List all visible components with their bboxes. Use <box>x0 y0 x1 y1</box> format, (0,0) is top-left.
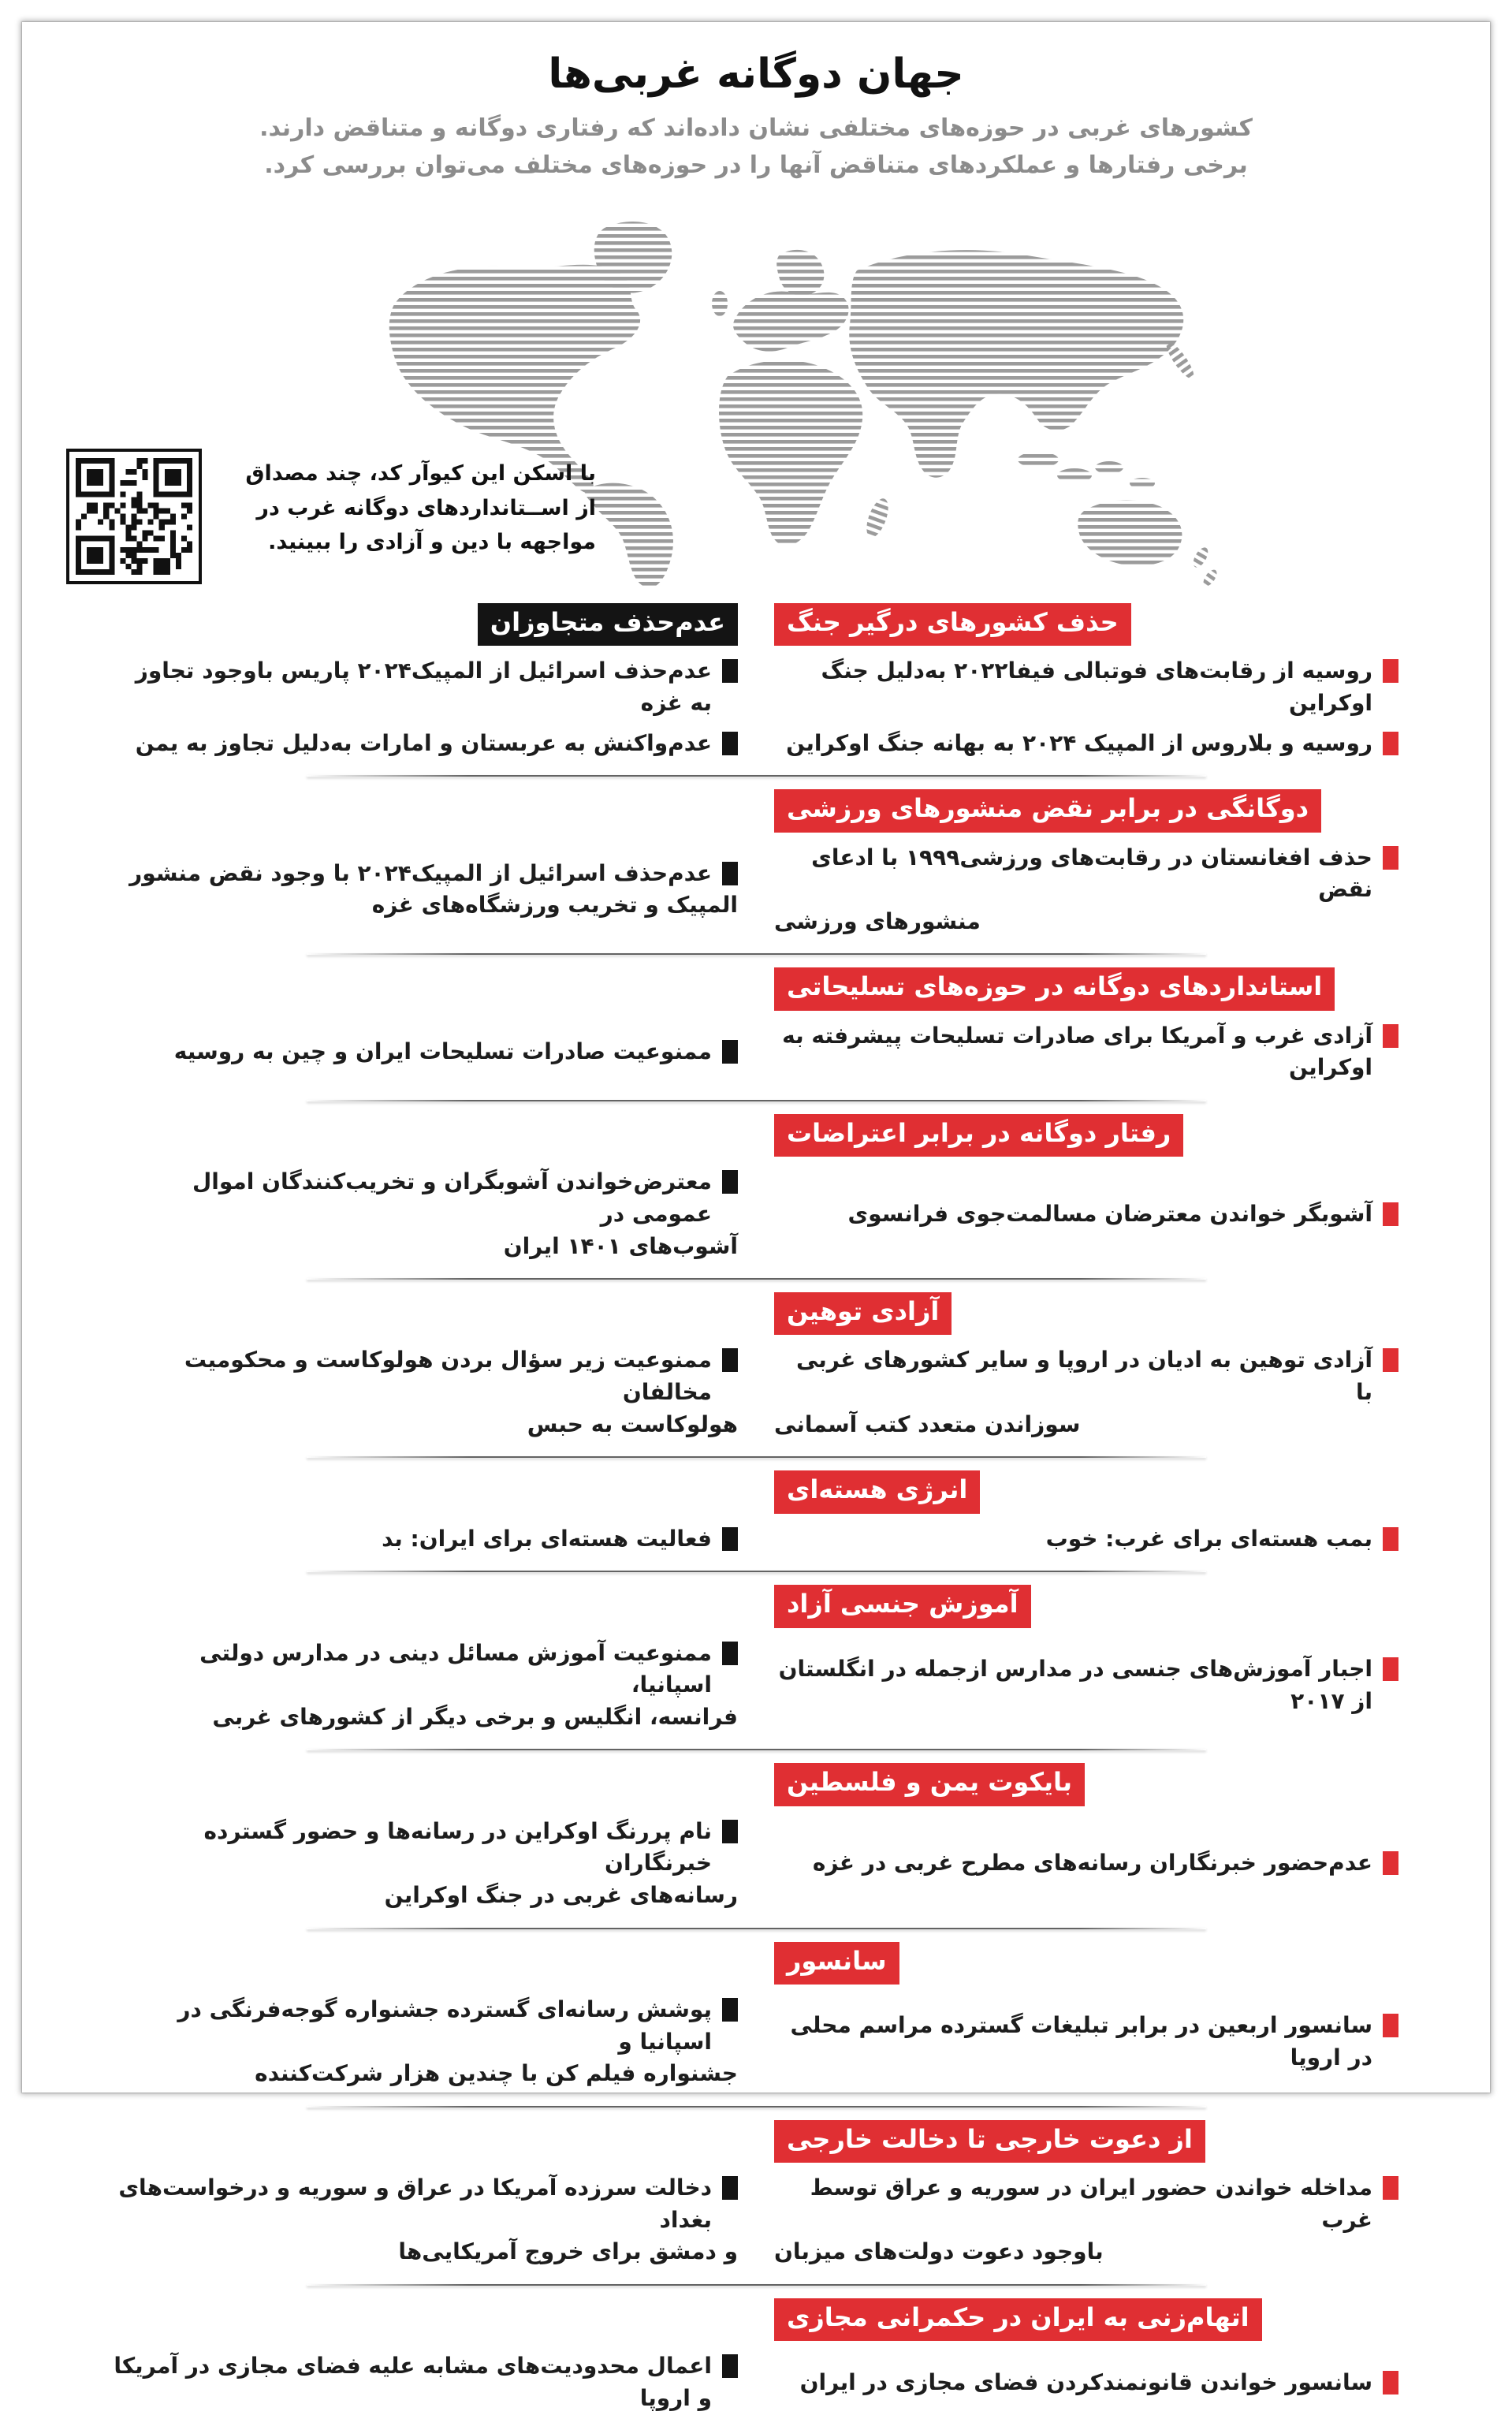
section-right-bullets <box>774 2367 1398 2399</box>
section-left-header-row <box>114 1763 738 1806</box>
bullet-square-icon <box>1383 846 1398 870</box>
section-header-black: عدم‌حذف متجاوزان <box>478 603 738 646</box>
bullet-square-icon <box>1383 1657 1398 1681</box>
qr-code <box>66 449 202 584</box>
map-island-1 <box>1018 452 1059 468</box>
section-right-header-row <box>774 789 1398 832</box>
bullet-square-icon <box>722 659 738 683</box>
section-right-header-row <box>774 967 1398 1010</box>
section-header-red: سانسور <box>774 1942 899 1985</box>
section-header-red: رفتار دوگانه در برابر اعتراضات <box>774 1114 1183 1157</box>
section-right-bullets <box>774 655 1398 759</box>
bullet-text: آزادی غرب و آمریکا برای صادرات تسلیحات پیشرفته به اوکراین <box>782 1022 1372 1081</box>
section-left-bullets <box>114 1994 738 2090</box>
section-right-header-row <box>774 1942 1398 1985</box>
bullet-item <box>114 858 738 922</box>
bullet-text: ممنوعیت زیر سؤال بردن هولوکاست و محکومیت مخالفان <box>184 1347 712 1406</box>
section-right-header-row <box>774 1763 1398 1806</box>
section-header-red: حذف کشورهای درگیر جنگ <box>774 603 1131 646</box>
map-japan <box>1162 338 1197 382</box>
section-right-bullets <box>774 842 1398 938</box>
bullet-square-icon <box>722 1998 738 2022</box>
bullet-item <box>774 2010 1398 2074</box>
section-left-bullets <box>114 2350 738 2414</box>
bullet-square-icon <box>722 1040 738 1064</box>
section-left-header-row <box>114 1114 738 1157</box>
bullet-item <box>114 1638 738 1734</box>
bullet-item <box>114 1816 738 1912</box>
section-header-red: انرژی هسته‌ای <box>774 1470 980 1513</box>
section-left-bullets <box>114 1523 738 1556</box>
section-divider <box>307 1928 1206 1929</box>
bullet-square-icon <box>1383 732 1398 755</box>
section-header-red: بایکوت یمن و فلسطین <box>774 1763 1085 1806</box>
infographic-page <box>22 22 1490 2411</box>
bullet-item <box>774 1847 1398 1880</box>
section-left-bullets <box>114 1638 738 1734</box>
bullet-item <box>774 2367 1398 2399</box>
bullet-item <box>774 1653 1398 1717</box>
bullet-item <box>114 2172 738 2268</box>
bullet-text: ممنوعیت آموزش مسائل دینی در مدارس دولتی اسپانیا، <box>199 1639 712 1698</box>
bullet-item <box>774 1344 1398 1440</box>
bullet-text: ممنوعیت صادرات تسلیحات ایران و چین به روسیه <box>173 1038 712 1065</box>
bullet-item <box>114 1344 738 1440</box>
bullet-text: اجبار آموزش‌های جنسی در مدارس ازجمله در انگلستان از ۲۰۱۷ <box>778 1655 1372 1714</box>
bullet-item <box>114 655 738 719</box>
bullet-square-icon <box>722 862 738 885</box>
bullet-text-continued: فرانسه، انگلیس و برخی دیگر از کشورهای غربی <box>212 1703 738 1730</box>
bullet-text: روسیه و بلاروس از المپیک ۲۰۲۴ به بهانه جنگ اوکراین <box>786 729 1372 756</box>
section-right-bullets <box>774 1653 1398 1717</box>
bullet-text-continued: هولوکاست به حبس <box>527 1411 738 1437</box>
bullet-item <box>774 2172 1398 2268</box>
bullet-text: اعمال محدودیت‌های مشابه علیه فضای مجازی در آمریکا و اروپا <box>114 2353 712 2411</box>
bullet-text: نام پررنگ اوکراین در رسانه‌ها و حضور گسترده خبرنگاران <box>203 1817 712 1876</box>
map-south-america <box>585 483 673 588</box>
section-right-bullets <box>774 1523 1398 1556</box>
bullet-item <box>114 2350 738 2414</box>
section-right-header-row <box>774 2298 1398 2341</box>
bullet-square-icon <box>1383 2371 1398 2395</box>
section-header-red: اتهام‌زنی به ایران در حکمرانی مجازی <box>774 2298 1262 2341</box>
bullet-text: پوشش رسانه‌ای گسترده جشنواره گوجه‌فرنگی در اسپانیا و <box>177 1996 712 2055</box>
qr-code-pattern <box>76 458 192 575</box>
section <box>114 603 1398 789</box>
bullet-square-icon <box>1383 1527 1398 1551</box>
bullet-item <box>774 1020 1398 1084</box>
map-new-zealand-1 <box>1190 545 1211 569</box>
bullet-square-icon <box>1383 1851 1398 1875</box>
section <box>114 2298 1398 2415</box>
bullet-text: دخالت سرزده آمریکا در عراق و سوریه و درخواست‌های بغداد <box>118 2175 712 2233</box>
bullet-square-icon <box>1383 1348 1398 1372</box>
bullet-square-icon <box>722 1820 738 1843</box>
section-left-bullets <box>114 858 738 922</box>
bullet-item <box>774 728 1398 760</box>
qr-caption-line-1: با اسکن این کیوآر کد، چند مصداق <box>245 461 596 486</box>
bullet-square-icon <box>1383 659 1398 683</box>
section-right-header-row <box>774 1114 1398 1157</box>
bullet-text-continued: باوجود دعوت دولت‌های میزبان <box>774 2238 1104 2265</box>
hero-area <box>22 206 1490 600</box>
section-header-red: استانداردهای دوگانه در حوزه‌های تسلیحاتی <box>774 967 1335 1010</box>
bullet-text-continued: سوزاندن متعدد کتب آسمانی <box>774 1411 1081 1437</box>
bullet-item <box>774 842 1398 938</box>
bullet-text-continued: جشنواره فیلم کن با چندین هزار شرکت‌کننده <box>255 2060 738 2087</box>
section-left-header-row <box>114 1585 738 1627</box>
bullet-item <box>774 655 1398 719</box>
section <box>114 1585 1398 1763</box>
qr-caption-line-3: مواجهه با دین و آزادی را ببینید. <box>268 530 596 555</box>
map-africa <box>719 360 862 546</box>
section-divider <box>307 1749 1206 1750</box>
bullet-text: روسیه از رقابت‌های فوتبالی فیفا۲۰۲۲ به‌دلیل جنگ اوکراین <box>821 658 1372 716</box>
section-left-header-row <box>114 2120 738 2163</box>
section-left-bullets <box>114 2172 738 2268</box>
bullet-square-icon <box>722 2176 738 2200</box>
bullet-square-icon <box>1383 1202 1398 1226</box>
section-header-red: از دعوت خارجی تا دخالت خارجی <box>774 2120 1205 2163</box>
bullet-text-continued: و دمشق برای خروج آمریکایی‌ها <box>398 2238 738 2265</box>
bullet-square-icon <box>722 1527 738 1551</box>
bullet-text-continued: المپیک و تخریب ورزشگاه‌های غزه <box>371 892 738 919</box>
section <box>114 2120 1398 2298</box>
map-island-3 <box>1095 461 1123 474</box>
section <box>114 1942 1398 2120</box>
bullet-square-icon <box>1383 2014 1398 2037</box>
map-scandinavia <box>776 250 824 296</box>
bullet-text: عدم‌حضور خبرنگاران رسانه‌های مطرح غربی در غزه <box>812 1850 1372 1876</box>
section-right-header-row <box>774 1585 1398 1627</box>
section <box>114 1763 1398 1941</box>
map-new-zealand-2 <box>1201 568 1220 589</box>
bullet-text: مداخله خواندن حضور ایران در سوریه و عراق توسط غرب <box>810 2175 1372 2233</box>
section-right-bullets <box>774 1344 1398 1440</box>
section-header-red: آموزش جنسی آزاد <box>774 1585 1031 1627</box>
section <box>114 789 1398 967</box>
section <box>114 1292 1398 1470</box>
bullet-text: معترض‌خواندن آشوبگران و تخریب‌کنندگان اموال عمومی در <box>192 1168 712 1227</box>
qr-caption-line-2: از اســتانداردهای دوگانه غرب در <box>256 495 596 520</box>
section <box>114 1470 1398 1585</box>
page-subtitle <box>165 110 1347 184</box>
section-right-bullets <box>774 2010 1398 2074</box>
bullet-square-icon <box>722 1348 738 1372</box>
section-left-header-row <box>114 2298 738 2341</box>
subtitle-line-2: برخی رفتارها و عملکردهای متناقض آنها را در حوزه‌های مختلف می‌توان بررسی کرد. <box>264 151 1248 179</box>
section-left-bullets <box>114 655 738 759</box>
section-left-header-row <box>114 1942 738 1985</box>
section-divider <box>307 775 1206 777</box>
bullet-square-icon <box>722 2354 738 2378</box>
bullet-square-icon <box>1383 1024 1398 1048</box>
section-header-red: آزادی توهین <box>774 1292 952 1335</box>
page-title: جهان دوگانه غربی‌ها <box>548 50 964 98</box>
section-divider <box>307 2284 1206 2286</box>
map-australia <box>1078 500 1182 565</box>
bullet-text: آشوبگر خواندن معترضان مسالمت‌جوی فرانسوی <box>847 1200 1372 1227</box>
qr-caption <box>225 457 596 560</box>
section-right-header-row <box>774 2120 1398 2163</box>
section-right-bullets <box>774 1198 1398 1231</box>
bullet-square-icon <box>1383 2176 1398 2200</box>
subtitle-line-1: کشورهای غربی در حوزه‌های مختلفی نشان داده‌اند که رفتاری دوگانه و متناقض دارند. <box>259 114 1253 142</box>
section-right-header-row <box>774 1292 1398 1335</box>
bullet-text: فعالیت هسته‌ای برای ایران: بد <box>382 1525 712 1552</box>
section-left-bullets <box>114 1816 738 1912</box>
bullet-text: سانسور اربعین در برابر تبلیغات گسترده مراسم محلی در اروپا <box>790 2012 1372 2070</box>
bullet-item <box>114 1523 738 1556</box>
map-island-4 <box>1130 478 1155 489</box>
bullet-item <box>114 1166 738 1262</box>
section-right-header-row <box>774 603 1398 646</box>
bullet-text-continued: آشوب‌های ۱۴۰۱ ایران <box>503 1232 738 1259</box>
map-asia <box>849 250 1183 478</box>
section-right-bullets <box>774 1020 1398 1084</box>
section-right-header-row <box>774 1470 1398 1513</box>
bullet-text: بمب هسته‌ای برای غرب: خوب <box>1045 1525 1372 1552</box>
bullet-item <box>774 1198 1398 1231</box>
section-left-bullets <box>114 1344 738 1440</box>
map-uk <box>712 291 728 316</box>
bullet-item <box>114 1036 738 1068</box>
bullet-text: عدم‌واکنش به عربستان و امارات به‌دلیل تجاوز به یمن <box>135 729 712 756</box>
section-left-header-row <box>114 1470 738 1513</box>
section-left-header-row <box>114 789 738 832</box>
section-left-header-row <box>114 603 738 646</box>
bullet-square-icon <box>722 732 738 755</box>
section-divider <box>307 2106 1206 2108</box>
section-right-bullets <box>774 1847 1398 1880</box>
section-divider <box>307 1456 1206 1458</box>
section-divider <box>307 953 1206 955</box>
bullet-text-continued: منشورهای ورزشی <box>774 907 981 934</box>
bullet-item <box>774 1523 1398 1556</box>
sections-list <box>22 600 1490 2415</box>
section-divider <box>307 1278 1206 1280</box>
section-left-bullets <box>114 1036 738 1068</box>
map-island-2 <box>1057 468 1092 483</box>
bullet-square-icon <box>722 1642 738 1665</box>
map-madagascar <box>862 496 892 540</box>
bullet-item <box>114 1994 738 2090</box>
bullet-item <box>114 728 738 760</box>
section <box>114 967 1398 1114</box>
bullet-text: حذف افغانستان در رقابت‌های ورزشی۱۹۹۹ با ادعای نقض <box>811 844 1372 903</box>
bullet-text-continued: رسانه‌های غربی در جنگ اوکراین <box>384 1882 738 1908</box>
section-header-red: دوگانگی در برابر نقض منشورهای ورزشی <box>774 789 1321 832</box>
section-divider <box>307 1100 1206 1101</box>
map-europe <box>733 291 849 351</box>
bullet-text: آزادی توهین به ادیان در اروپا و سایر کشورهای غربی با <box>795 1347 1372 1406</box>
bullet-text: عدم‌حذف اسرائیل از المپیک۲۰۲۴ با وجود نقض منشور <box>129 859 712 886</box>
section-left-header-row <box>114 1292 738 1335</box>
section-right-bullets <box>774 2172 1398 2268</box>
section-divider <box>307 1571 1206 1572</box>
section-left-bullets <box>114 1166 738 1262</box>
section-left-header-row <box>114 967 738 1010</box>
section <box>114 1114 1398 1292</box>
qr-group <box>66 449 596 584</box>
bullet-text: عدم‌حذف اسرائیل از المپیک۲۰۲۴ پاریس باوجود تجاوز به غزه <box>135 658 712 716</box>
bullet-text: سانسور خواندن قانونمندکردن فضای مجازی در ایران <box>799 2368 1372 2395</box>
bullet-square-icon <box>722 1170 738 1194</box>
